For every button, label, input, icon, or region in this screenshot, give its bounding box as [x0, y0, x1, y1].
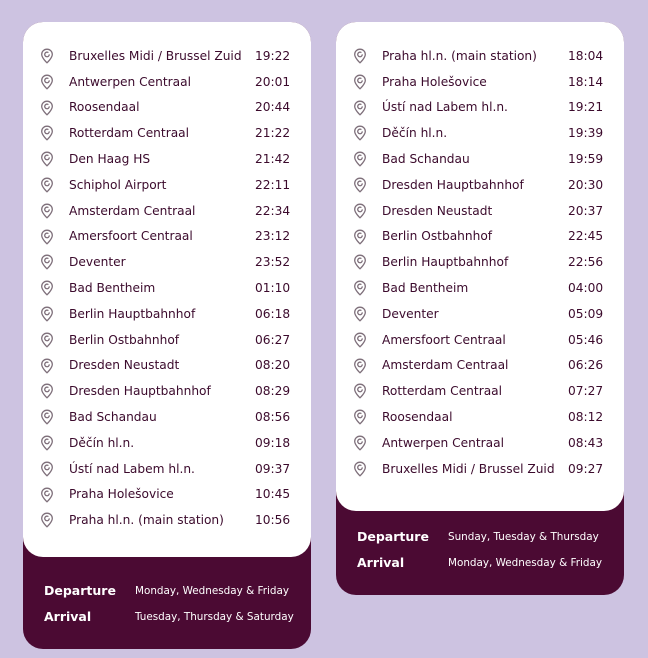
stop-row: [336, 95, 624, 121]
map-pin-icon: [40, 306, 54, 322]
stop-name: Dresden Hauptbahnhof: [69, 384, 211, 399]
stop-row: [336, 275, 624, 301]
map-pin-icon: [353, 48, 367, 64]
departure-label: Departure: [357, 529, 429, 544]
stop-name: Deventer: [69, 255, 126, 270]
stop-time: 09:18: [255, 435, 291, 450]
stop-name: Praha Holešovice: [69, 487, 174, 502]
stop-row: [336, 301, 624, 327]
stop-time: 20:44: [255, 100, 291, 115]
stop-row: [23, 146, 311, 172]
stop-name: Bruxelles Midi / Brussel Zuid: [69, 48, 242, 63]
stop-name: Berlin Hauptbahnhof: [382, 255, 509, 270]
map-pin-icon: [40, 358, 54, 374]
stop-name: Bad Schandau: [382, 152, 470, 167]
stop-row: [23, 249, 311, 275]
stop-name: Ústí nad Labem hl.n.: [69, 461, 195, 476]
stop-name: Deventer: [382, 306, 439, 321]
stop-row: [23, 43, 311, 69]
arrival-days: Tuesday, Thursday & Saturday: [135, 611, 294, 623]
stop-row: [23, 198, 311, 224]
stop-row: [23, 275, 311, 301]
stop-row: [336, 378, 624, 404]
stop-time: 19:21: [568, 100, 604, 115]
arrival-label: Arrival: [357, 555, 405, 570]
stop-time: 08:43: [568, 435, 604, 450]
stop-time: 01:10: [255, 281, 291, 296]
map-pin-icon: [40, 487, 54, 503]
stop-name: Bad Bentheim: [69, 281, 156, 296]
stop-name: Antwerpen Centraal: [69, 74, 191, 89]
stop-row: [23, 404, 311, 430]
return-stops-panel: [336, 22, 624, 511]
map-pin-icon: [353, 306, 367, 322]
stop-time: 19:39: [568, 126, 604, 141]
stop-name: Dresden Hauptbahnhof: [382, 177, 524, 192]
stop-row: [336, 430, 624, 456]
stop-row: [336, 198, 624, 224]
stop-name: Berlin Hauptbahnhof: [69, 306, 196, 321]
stop-row: [23, 301, 311, 327]
stop-time: 23:52: [255, 255, 291, 270]
stop-name: Dresden Neustadt: [382, 203, 493, 218]
outbound-stop-list: [23, 43, 311, 533]
stop-time: 08:56: [255, 410, 291, 425]
map-pin-icon: [40, 229, 54, 245]
stop-row: [23, 430, 311, 456]
map-pin-icon: [40, 332, 54, 348]
stop-time: 22:34: [255, 203, 291, 218]
stop-time: 06:26: [568, 358, 604, 373]
map-pin-icon: [40, 409, 54, 425]
stop-row: [336, 327, 624, 353]
map-pin-icon: [40, 435, 54, 451]
stop-name: Berlin Ostbahnhof: [382, 229, 493, 244]
stop-row: [336, 353, 624, 379]
map-pin-icon: [40, 383, 54, 399]
map-pin-icon: [353, 177, 367, 193]
departure-days: Sunday, Tuesday & Thursday: [448, 531, 599, 543]
stop-time: 10:45: [255, 487, 291, 502]
outbound-departure-row: [23, 579, 311, 605]
stop-name: Roosendaal: [382, 410, 453, 425]
stop-time: 21:22: [255, 126, 291, 141]
stop-name: Bruxelles Midi / Brussel Zuid: [382, 461, 555, 476]
map-pin-icon: [353, 203, 367, 219]
stop-row: [336, 69, 624, 95]
stop-row: [23, 482, 311, 508]
stop-time: 22:45: [568, 229, 604, 244]
map-pin-icon: [40, 125, 54, 141]
stop-row: [23, 378, 311, 404]
stop-time: 20:30: [568, 177, 604, 192]
stop-time: 04:00: [568, 281, 604, 296]
map-pin-icon: [40, 48, 54, 64]
map-pin-icon: [40, 461, 54, 477]
map-pin-icon: [353, 280, 367, 296]
map-pin-icon: [353, 74, 367, 90]
stop-time: 05:46: [568, 332, 604, 347]
stop-row: [23, 327, 311, 353]
map-pin-icon: [40, 254, 54, 270]
map-pin-icon: [40, 74, 54, 90]
stop-time: 18:04: [568, 48, 604, 63]
stop-name: Děčín hl.n.: [69, 435, 135, 450]
map-pin-icon: [353, 229, 367, 245]
stop-name: Berlin Ostbahnhof: [69, 332, 180, 347]
return-stop-list: [336, 43, 624, 482]
map-pin-icon: [40, 177, 54, 193]
stop-time: 09:37: [255, 461, 291, 476]
stop-row: [336, 43, 624, 69]
stop-time: 08:12: [568, 410, 604, 425]
stop-name: Roosendaal: [69, 100, 140, 115]
stop-time: 07:27: [568, 384, 604, 399]
stop-row: [23, 172, 311, 198]
stop-time: 22:11: [255, 177, 291, 192]
stop-time: 19:59: [568, 152, 604, 167]
stop-name: Dresden Neustadt: [69, 358, 180, 373]
stop-name: Amsterdam Centraal: [69, 203, 196, 218]
arrival-label: Arrival: [44, 609, 92, 624]
stop-time: 20:37: [568, 203, 604, 218]
stop-row: [23, 353, 311, 379]
stop-time: 18:14: [568, 74, 604, 89]
map-pin-icon: [353, 254, 367, 270]
stop-time: 05:09: [568, 306, 604, 321]
stop-time: 21:42: [255, 152, 291, 167]
stop-time: 10:56: [255, 513, 291, 528]
stop-row: [336, 146, 624, 172]
stop-row: [336, 456, 624, 482]
return-schedule: [336, 525, 624, 577]
map-pin-icon: [353, 409, 367, 425]
stop-time: 06:18: [255, 306, 291, 321]
stop-name: Amsterdam Centraal: [382, 358, 509, 373]
stop-row: [23, 95, 311, 121]
return-departure-row: [336, 525, 624, 551]
stop-time: 23:12: [255, 229, 291, 244]
map-pin-icon: [40, 151, 54, 167]
map-pin-icon: [353, 435, 367, 451]
stop-name: Amersfoort Centraal: [69, 229, 193, 244]
stop-time: 20:01: [255, 74, 291, 89]
stop-row: [23, 456, 311, 482]
stop-row: [23, 224, 311, 250]
stop-row: [336, 120, 624, 146]
stop-row: [23, 120, 311, 146]
departure-days: Monday, Wednesday & Friday: [135, 585, 289, 597]
stop-row: [336, 404, 624, 430]
stop-time: 06:27: [255, 332, 291, 347]
return-timetable-card: [336, 22, 624, 595]
map-pin-icon: [353, 151, 367, 167]
map-pin-icon: [353, 332, 367, 348]
stop-name: Praha hl.n. (main station): [69, 513, 224, 528]
stop-row: [23, 507, 311, 533]
stop-name: Rotterdam Centraal: [382, 384, 503, 399]
outbound-stops-panel: [23, 22, 311, 557]
arrival-days: Monday, Wednesday & Friday: [448, 557, 602, 569]
stop-name: Děčín hl.n.: [382, 126, 448, 141]
stop-name: Amersfoort Centraal: [382, 332, 506, 347]
map-pin-icon: [353, 358, 367, 374]
stop-name: Ústí nad Labem hl.n.: [382, 100, 508, 115]
stop-name: Praha Holešovice: [382, 74, 487, 89]
stop-row: [336, 172, 624, 198]
stop-name: Praha hl.n. (main station): [382, 48, 537, 63]
map-pin-icon: [40, 512, 54, 528]
map-pin-icon: [40, 100, 54, 116]
stop-row: [336, 224, 624, 250]
map-pin-icon: [353, 100, 367, 116]
stop-row: [336, 249, 624, 275]
stop-name: Rotterdam Centraal: [69, 126, 190, 141]
map-pin-icon: [40, 203, 54, 219]
map-pin-icon: [353, 125, 367, 141]
stop-name: Bad Bentheim: [382, 281, 469, 296]
map-pin-icon: [40, 280, 54, 296]
stop-name: Den Haag HS: [69, 152, 151, 167]
stop-name: Schiphol Airport: [69, 177, 167, 192]
map-pin-icon: [353, 461, 367, 477]
outbound-arrival-row: [23, 605, 311, 631]
stop-time: 22:56: [568, 255, 604, 270]
return-arrival-row: [336, 551, 624, 577]
stop-row: [23, 69, 311, 95]
stop-time: 08:20: [255, 358, 291, 373]
stop-name: Antwerpen Centraal: [382, 435, 504, 450]
outbound-timetable-card: [23, 22, 311, 649]
outbound-schedule: [23, 579, 311, 631]
map-pin-icon: [353, 383, 367, 399]
stop-time: 08:29: [255, 384, 291, 399]
departure-label: Departure: [44, 583, 116, 598]
stop-time: 09:27: [568, 461, 604, 476]
stop-time: 19:22: [255, 48, 291, 63]
stop-name: Bad Schandau: [69, 410, 157, 425]
